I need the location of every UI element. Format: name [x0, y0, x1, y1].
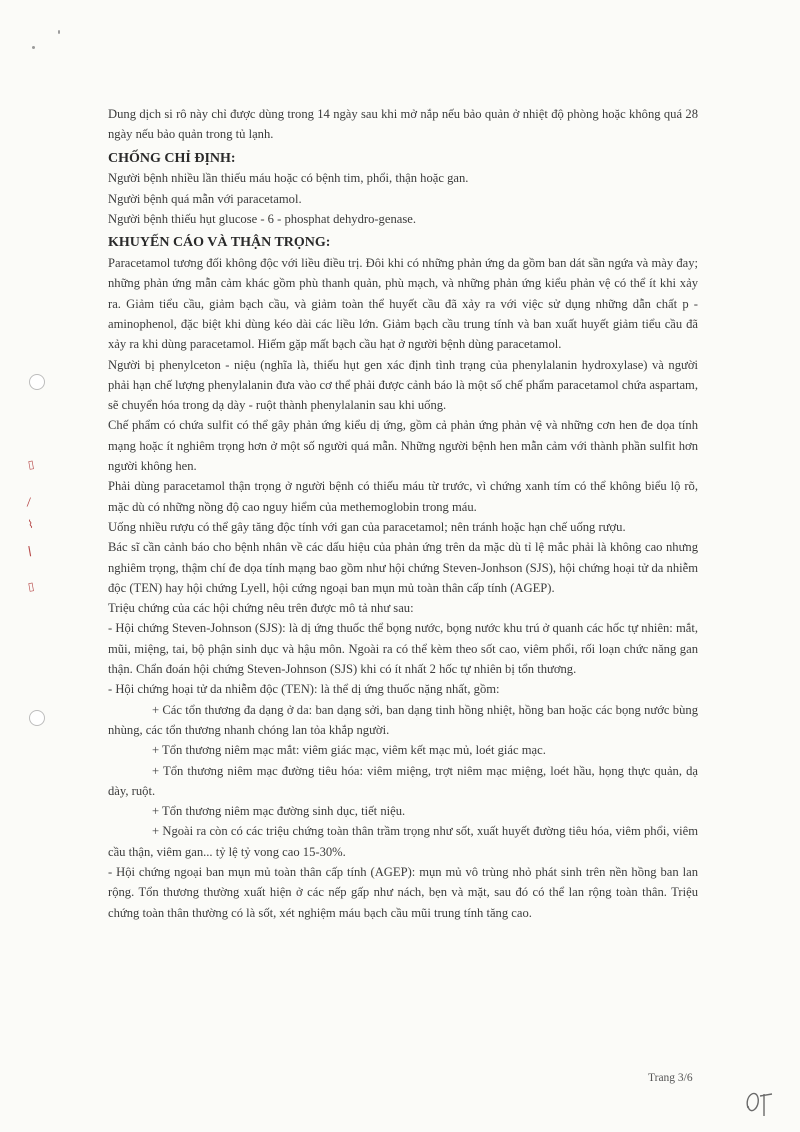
ten-item: + Tổn thương niêm mạc đường sinh dục, tiết niệu. [152, 804, 406, 819]
sjs-paragraph: - Hội chứng Steven-Johnson (SJS): là dị ứng thuốc thể bọng nước, bọng nước khu trú ở quanh các hốc tự nhiên: mắt, mũi, miệng, tai, bộ phận sinh dục và hậu môn. Ngoài ra có thể kèm theo sốt cao, viêm phổi, rối loạn chức năng gan thận. Chẩn đoán hội chứng Steven-Johnson (SJS) khi có ít nhất 2 hốc tự nhiên bị tổn thương. [108, 621, 698, 677]
margin-stamp-mark: ⌇ [26, 517, 35, 532]
handwritten-initial-signature [742, 1086, 778, 1120]
contraindication-item: Người bệnh quá mẫn với paracetamol. [108, 191, 302, 206]
contraindication-item: Người bệnh thiếu hụt glucose - 6 - phosphat dehydro-genase. [108, 211, 416, 226]
warnings-paragraph: Bác sĩ cần cảnh báo cho bệnh nhân về các dấu hiệu của phản ứng trên da mặc dù tỉ lệ mắc phải là không cao nhưng nghiêm trọng, thậm chí đe dọa tính mạng bao gồm như hội chứng Steven-Jonhson (SJS), hội chứng hoại tử da nhiễm độc (TEN) hay hội chứng Lyell, hội cứng ngoại ban mụn mủ toàn thân cấp tính (AGEP). [108, 540, 698, 595]
ten-intro-paragraph: - Hội chứng hoại tử da nhiễm độc (TEN): là thể dị ứng thuốc nặng nhất, gồm: [108, 682, 500, 697]
contraindications-heading: CHỐNG CHỈ ĐỊNH: [108, 150, 236, 166]
ten-item: + Các tổn thương đa dạng ở da: ban dạng sởi, ban dạng tinh hồng nhiệt, hồng ban hoặc các bọng nước bùng nhùng, các tổn thương nhanh chóng lan tỏa khắp người. [108, 702, 698, 737]
page-number: Trang 3/6 [648, 1072, 693, 1084]
punch-hole-lower [29, 710, 45, 726]
document-body [108, 104, 698, 923]
margin-stamp-mark: ⁄ [26, 495, 31, 510]
warnings-paragraph: Triệu chứng của các hội chứng nêu trên được mô tả như sau: [108, 601, 414, 616]
margin-stamp-mark: ▯ [26, 457, 36, 472]
warnings-paragraph: Người bị phenylceton - niệu (nghĩa là, thiếu hụt gen xác định tình trạng của phenylalanin hydroxylase) và người phải hạn chế lượng phenylalanin đưa vào cơ thể phải được cảnh báo là một số chế phẩm paracetamol chứa aspartam, sẽ chuyển hóa trong dạ dày - ruột thành phenylalanin sau khi uống. [108, 357, 698, 413]
warnings-paragraph: Chế phẩm có chứa sulfit có thể gây phản ứng kiểu dị ứng, gồm cả phản ứng phản vệ và những cơn hen đe dọa tính mạng hoặc ít nghiêm trọng hơn ở một số người quá mẫn. Những người bệnh hen mẫn cảm với thành phần sulfit hơn người không hen. [108, 418, 698, 474]
warnings-heading: KHUYẾN CÁO VÀ THẬN TRỌNG: [108, 235, 331, 251]
margin-stamp-mark: ǀ [26, 543, 33, 558]
scan-speck [32, 46, 35, 49]
margin-stamp-mark: ▯ [26, 579, 36, 594]
ten-item: + Ngoài ra còn có các triệu chứng toàn thân trầm trọng như sốt, xuất huyết đường tiêu hóa, viêm phổi, viêm cầu thận, viêm gan... tỷ lệ tỷ vong cao 15-30%. [108, 824, 698, 859]
agep-paragraph: - Hội chứng ngoại ban mụn mủ toàn thân cấp tính (AGEP): mụn mủ vô trùng nhỏ phát sinh trên nền hồng ban lan rộng. Tổn thương thường xuất hiện ở các nếp gấp như nách, bẹn và mặt, sau đó có thể lan rộng toàn thân. Triệu chứng toàn thân thường có là sốt, xét nghiệm máu bạch cầu mũi trung tính tăng cao. [108, 864, 698, 920]
warnings-paragraph: Phải dùng paracetamol thận trọng ở người bệnh có thiếu máu từ trước, vì chứng xanh tím có thể không biểu lộ rõ, mặc dù có những nồng độ cao nguy hiểm của methemoglobin trong máu. [108, 479, 698, 514]
ten-item: + Tổn thương niêm mạc mắt: viêm giác mạc, viêm kết mạc mủ, loét giác mạc. [152, 743, 546, 758]
warnings-paragraph: Paracetamol tương đối không độc với liều điều trị. Đôi khi có những phản ứng da gồm ban dát sần ngứa và mày đay; những phản ứng mẫn cảm khác gồm phù thanh quản, phù mạch, và những phản ứng kiểu phản vệ có thể ít khi xảy ra. Giảm tiểu cầu, giảm bạch cầu, và giảm toàn thể huyết cầu đã xảy ra với việc sử dụng những dẫn chất p - aminophenol, đặc biệt khi dùng kéo dài các liều lớn. Giảm bạch cầu trung tính và ban xuất huyết giảm tiểu cầu đã xảy ra khi dùng paracetamol. Hiếm gặp mất bạch cầu hạt ở người bệnh dùng paracetamol. [108, 256, 698, 352]
ten-item: + Tổn thương niêm mạc đường tiêu hóa: viêm miệng, trợt niêm mạc miệng, loét hầu, họng thực quản, dạ dày, ruột. [108, 763, 698, 798]
intro-paragraph: Dung dịch si rô này chỉ được dùng trong 14 ngày sau khi mở nắp nếu bảo quản ở nhiệt độ phòng hoặc không quá 28 ngày nếu bảo quản trong tủ lạnh. [108, 107, 698, 142]
contraindication-item: Người bệnh nhiều lần thiếu máu hoặc có bệnh tim, phổi, thận hoặc gan. [108, 171, 469, 186]
punch-hole-upper [29, 374, 45, 390]
scan-speck [58, 30, 60, 34]
warnings-paragraph: Uống nhiều rượu có thể gây tăng độc tính với gan của paracetamol; nên tránh hoặc hạn chế uống rượu. [108, 519, 626, 534]
